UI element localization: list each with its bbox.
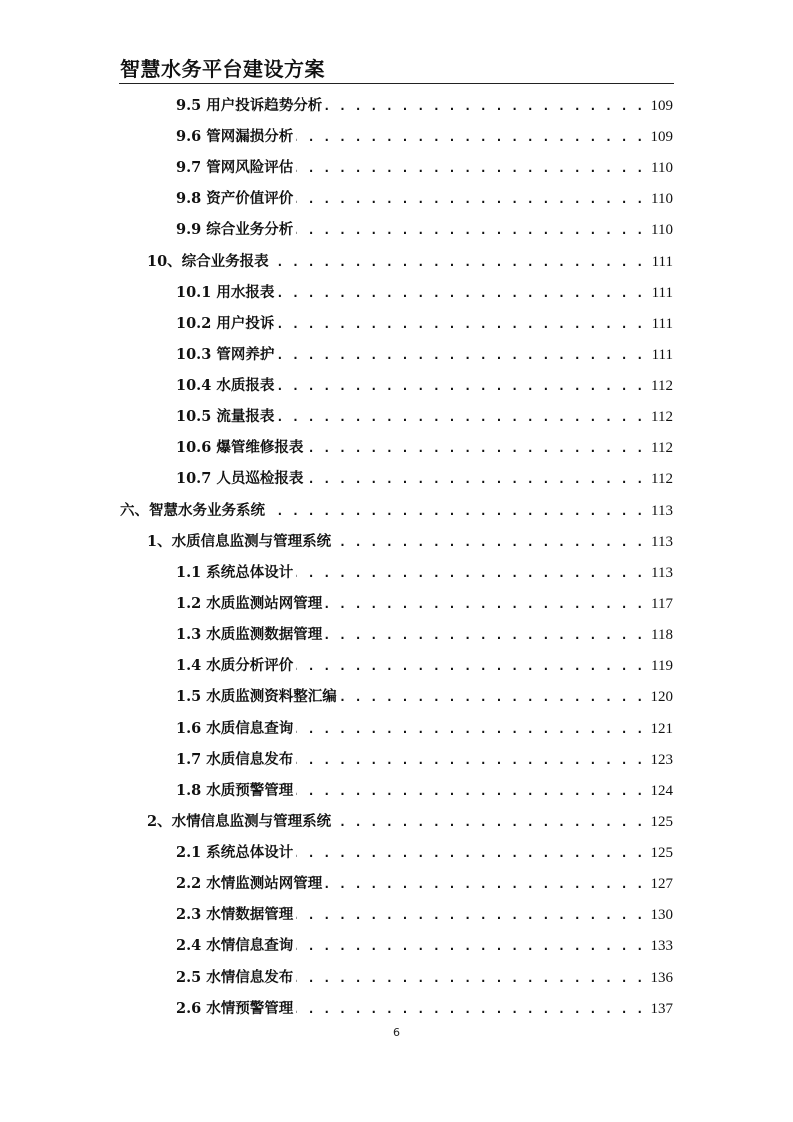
- toc-entry-title: 人员巡检报表: [216, 471, 304, 487]
- toc-entry-title: 管网养护: [216, 347, 275, 363]
- toc-entry-number: 10.1: [176, 284, 212, 301]
- toc-entry-page: 109: [650, 129, 673, 145]
- toc-entry-title: 水质监测站网管理: [206, 596, 323, 612]
- dot-leader: [296, 562, 644, 584]
- page-number: 6: [393, 1026, 400, 1039]
- toc-entry-number: 1.8: [176, 782, 202, 799]
- toc-entry[interactable]: [176, 468, 673, 490]
- toc-entry-title: 水情数据管理: [206, 907, 294, 923]
- toc-entry-number: 9.8: [176, 190, 202, 207]
- toc-entry-page: 110: [651, 191, 673, 207]
- toc-entry[interactable]: [176, 406, 673, 428]
- toc-entry-title: 流量报表: [216, 409, 275, 425]
- dot-leader: [277, 344, 644, 366]
- toc-entry-number: 10.4: [176, 377, 212, 394]
- toc-entry-title: 用水报表: [216, 285, 275, 301]
- toc-entry-page: 118: [651, 627, 673, 643]
- toc-entry-title: 水质监测资料整汇编: [206, 689, 337, 705]
- dot-leader: [325, 624, 644, 646]
- toc-entry-number: 2.5: [176, 969, 202, 986]
- toc-entry-number: 1.1: [176, 564, 202, 581]
- toc-entry[interactable]: [176, 842, 673, 864]
- toc-entry-number: 2.2: [176, 875, 202, 892]
- toc-entry-page: 111: [651, 316, 673, 332]
- toc-entry-number: 9.7: [176, 159, 202, 176]
- toc-entry[interactable]: [176, 624, 673, 646]
- toc-entry-number: 1.5: [176, 688, 202, 705]
- toc-entry-number: 1.6: [176, 720, 202, 737]
- document-header-title: 智慧水务平台建设方案: [120, 57, 325, 81]
- toc-entry-page: 111: [651, 347, 673, 363]
- toc-entry[interactable]: [176, 344, 673, 366]
- toc-entry-number: 10.5: [176, 408, 212, 425]
- toc-entry-title: 管网漏损分析: [206, 129, 294, 145]
- dot-leader: [296, 718, 644, 740]
- toc-entry-page: 127: [650, 876, 673, 892]
- toc-entry-number: 2.3: [176, 906, 202, 923]
- dot-leader: [325, 95, 644, 117]
- toc-entry[interactable]: [176, 157, 673, 179]
- toc-entry[interactable]: [147, 251, 673, 273]
- toc-entry-title: 水质信息查询: [206, 721, 294, 737]
- toc-entry-title: 综合业务分析: [206, 222, 294, 238]
- dot-leader: [325, 873, 644, 895]
- toc-entry-number: 9.9: [176, 221, 202, 238]
- toc-entry-page: 110: [651, 222, 673, 238]
- toc-entry-title: 水情信息监测与管理系统: [171, 814, 332, 830]
- toc-entry-title: 水质分析评价: [206, 658, 294, 674]
- toc-entry-page: 110: [651, 160, 673, 176]
- toc-entry-title: 智慧水务业务系统: [149, 503, 265, 519]
- toc-entry-number: 1.2: [176, 595, 202, 612]
- toc-entry-title: 爆管维修报表: [216, 440, 304, 456]
- toc-entry-title: 水情预警管理: [206, 1001, 294, 1017]
- toc-entry-page: 136: [650, 970, 673, 986]
- toc-entry-number: 10.6: [176, 439, 212, 456]
- dot-leader: [296, 655, 644, 677]
- toc-entry-page: 112: [651, 378, 673, 394]
- toc-entry-page: 119: [651, 658, 673, 674]
- dot-leader: [334, 531, 644, 553]
- toc-entry[interactable]: [176, 873, 673, 895]
- toc-entry[interactable]: [176, 437, 673, 459]
- toc-entry-number: 2.1: [176, 844, 202, 861]
- toc-entry-number: 10.7: [176, 470, 212, 487]
- toc-entry-page: 113: [651, 503, 673, 519]
- dot-leader: [277, 313, 644, 335]
- toc-entry[interactable]: [176, 686, 673, 708]
- toc-entry-title: 水质报表: [216, 378, 275, 394]
- toc-entry-number: 10、: [147, 253, 182, 270]
- toc-entry-number: 1.4: [176, 657, 202, 674]
- toc-entry[interactable]: [176, 904, 673, 926]
- toc-entry-page: 133: [650, 938, 673, 954]
- toc-entry[interactable]: [147, 811, 673, 833]
- toc-entry-page: 112: [651, 471, 673, 487]
- header-divider: [119, 83, 674, 84]
- toc-entry-title: 水质信息发布: [206, 752, 294, 768]
- toc-entry-title: 管网风险评估: [206, 160, 294, 176]
- dot-leader: [268, 500, 644, 522]
- dot-leader: [340, 686, 644, 708]
- toc-entry[interactable]: [176, 188, 673, 210]
- toc-entry-title: 水质监测数据管理: [206, 627, 323, 643]
- toc-entry-number: 10.2: [176, 315, 212, 332]
- toc-entry[interactable]: [176, 593, 673, 615]
- toc-entry-page: 124: [650, 783, 673, 799]
- toc-entry[interactable]: [176, 749, 673, 771]
- dot-leader: [296, 219, 644, 241]
- toc-entry-number: 1.7: [176, 751, 202, 768]
- toc-entry-title: 用户投诉趋势分析: [206, 98, 323, 114]
- toc-entry-title: 水质信息监测与管理系统: [171, 534, 332, 550]
- toc-entry[interactable]: [176, 780, 673, 802]
- toc-entry-page: 111: [651, 285, 673, 301]
- dot-leader: [296, 157, 644, 179]
- toc-entry-title: 水情信息发布: [206, 970, 294, 986]
- toc-entry[interactable]: [176, 375, 673, 397]
- toc-entry-title: 资产价值评价: [206, 191, 294, 207]
- dot-leader: [296, 967, 644, 989]
- toc-entry-number: 10.3: [176, 346, 212, 363]
- dot-leader: [296, 935, 644, 957]
- dot-leader: [277, 375, 644, 397]
- dot-leader: [306, 468, 644, 490]
- toc-entry-title: 水质预警管理: [206, 783, 294, 799]
- toc-entry[interactable]: [176, 282, 673, 304]
- toc-entry-title: 水情监测站网管理: [206, 876, 323, 892]
- toc-entry-number: 1.3: [176, 626, 202, 643]
- toc-entry[interactable]: [176, 126, 673, 148]
- dot-leader: [296, 188, 644, 210]
- dot-leader: [296, 904, 644, 926]
- toc-entry-page: 111: [651, 254, 673, 270]
- toc-entry[interactable]: [176, 313, 673, 335]
- toc-entry-page: 125: [650, 845, 673, 861]
- dot-leader: [296, 998, 644, 1020]
- toc-entry[interactable]: [176, 95, 673, 117]
- toc-entry-page: 117: [651, 596, 673, 612]
- toc-entry-number: 2、: [147, 813, 172, 830]
- toc-entry-title: 系统总体设计: [206, 845, 294, 861]
- toc-entry-number: 2.6: [176, 1000, 202, 1017]
- dot-leader: [296, 842, 644, 864]
- toc-entry[interactable]: [147, 531, 673, 553]
- toc-entry[interactable]: [176, 655, 673, 677]
- toc-entry-page: 109: [650, 98, 673, 114]
- dot-leader: [296, 749, 644, 771]
- toc-entry-number: 六、: [120, 503, 149, 519]
- toc-entry-page: 121: [650, 721, 673, 737]
- dot-leader: [325, 593, 644, 615]
- dot-leader: [277, 282, 644, 304]
- toc-entry-title: 水情信息查询: [206, 938, 294, 954]
- toc-entry-page: 112: [651, 440, 673, 456]
- dot-leader: [296, 780, 644, 802]
- toc-entry-number: 2.4: [176, 937, 202, 954]
- toc-entry[interactable]: [176, 718, 673, 740]
- dot-leader: [334, 811, 644, 833]
- toc-entry[interactable]: [176, 219, 673, 241]
- toc-entry-page: 130: [650, 907, 673, 923]
- toc-entry-page: 125: [650, 814, 673, 830]
- toc-entry-title: 用户投诉: [216, 316, 275, 332]
- toc-entry-page: 137: [650, 1001, 673, 1017]
- dot-leader: [272, 251, 644, 273]
- toc-entry-page: 123: [650, 752, 673, 768]
- toc-entry-title: 系统总体设计: [206, 565, 294, 581]
- toc-entry[interactable]: [120, 500, 673, 522]
- dot-leader: [296, 126, 644, 148]
- toc-entry-page: 120: [650, 689, 673, 705]
- dot-leader: [277, 406, 644, 428]
- toc-entry-title: 综合业务报表: [181, 254, 269, 270]
- toc-entry[interactable]: [176, 562, 673, 584]
- toc-entry[interactable]: [176, 998, 673, 1020]
- toc-entry-number: 9.6: [176, 128, 202, 145]
- dot-leader: [306, 437, 644, 459]
- toc-entry-page: 113: [651, 565, 673, 581]
- toc-entry-page: 113: [651, 534, 673, 550]
- toc-entry-number: 1、: [147, 533, 172, 550]
- toc-entry-page: 112: [651, 409, 673, 425]
- toc-entry-number: 9.5: [176, 97, 202, 114]
- toc-entry[interactable]: [176, 935, 673, 957]
- toc-entry[interactable]: [176, 967, 673, 989]
